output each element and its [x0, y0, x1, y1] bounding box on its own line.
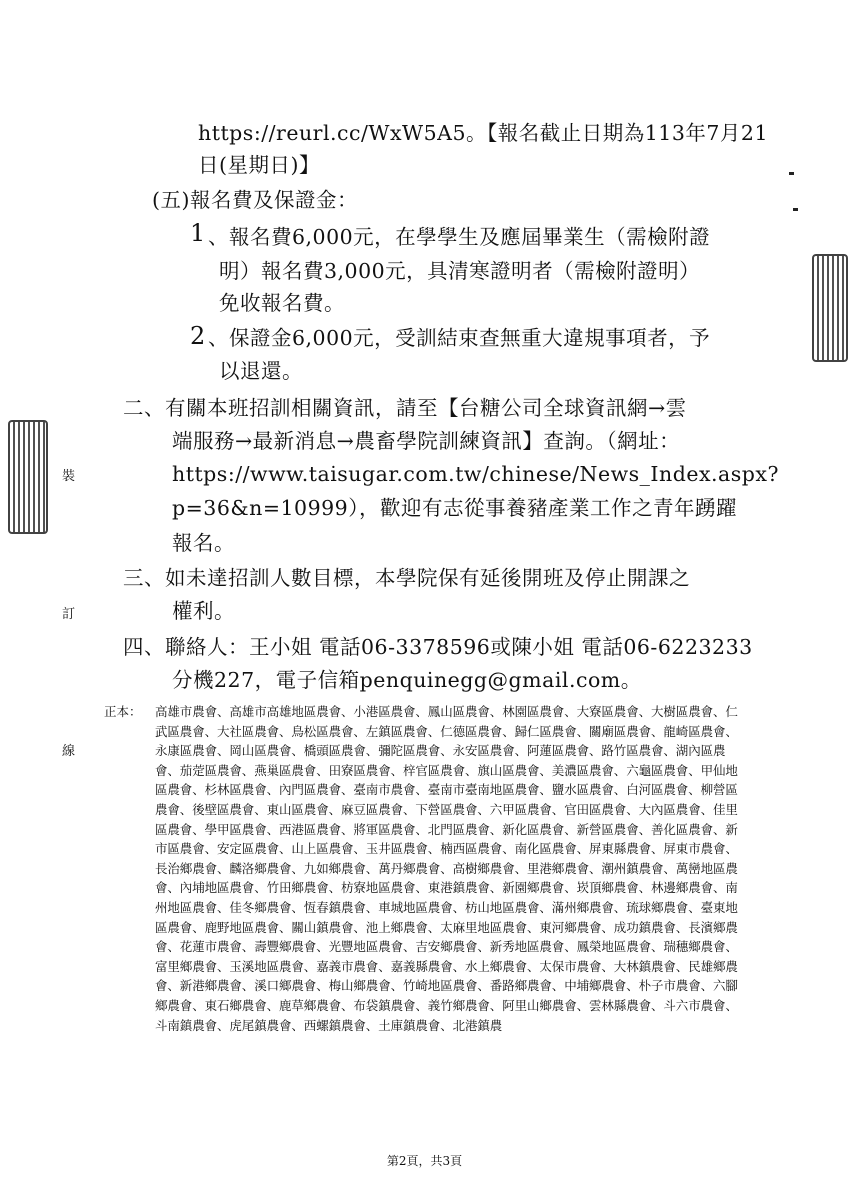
- seal-stamp-left: [8, 420, 48, 534]
- body-line-8: 以退還。: [219, 359, 303, 383]
- body-line-7: 、保證金6,000元，受訓結束查無重大違規事項者，予: [208, 326, 711, 350]
- body-line-9: 二、有關本班招訓相關資訊，請至【台糖公司全球資訊網→雲: [123, 396, 687, 420]
- body-line-1: https://reurl.cc/WxW5A5。【報名截止日期為113年7月21: [198, 121, 769, 145]
- item-number-1: 1: [190, 219, 206, 247]
- recipients-label: 正本：: [104, 704, 142, 719]
- body-line-2: 日(星期日)】: [198, 153, 320, 177]
- margin-mark-line: 線: [62, 744, 76, 759]
- body-line-10: 端服務→最新消息→農畜學院訓練資訊】查詢。（網址：: [172, 429, 681, 453]
- scan-mark: [789, 172, 794, 175]
- margin-mark-order: 訂: [62, 607, 76, 622]
- seal-stamp-right: [812, 254, 848, 362]
- body-line-12: p=36&n=10999），歡迎有志從事養豬產業工作之青年踴躍: [172, 496, 737, 520]
- contact-email-line: 分機227，電子信箱penquinegg@gmail.com。: [172, 668, 642, 692]
- body-line-13: 報名。: [172, 531, 235, 555]
- item-number-2: 2: [190, 322, 206, 350]
- body-line-15: 權利。: [172, 599, 235, 623]
- scan-mark: [793, 208, 798, 211]
- contact-line: 四、聯絡人：王小姐 電話06-3378596或陳小姐 電話06-6223233: [123, 635, 753, 659]
- section-heading-fees: (五)報名費及保證金：: [152, 188, 358, 212]
- body-line-14: 三、如未達招訓人數目標，本學院保有延後開班及停止開課之: [123, 566, 690, 590]
- body-line-11: https://www.taisugar.com.tw/chinese/News_Index.aspx?: [172, 462, 779, 486]
- body-line-5: 明）報名費3,000元，具清寒證明者（需檢附證明）: [219, 259, 701, 283]
- body-line-4: 、報名費6,000元，在學學生及應屆畢業生（需檢附證: [208, 225, 711, 249]
- recipients-list: 高雄市農會、高雄市高雄地區農會、小港區農會、鳳山區農會、林園區農會、大寮區農會、大樹區農會、仁武區農會、大社區農會、鳥松區農會、左鎮區農會、仁德區農會、歸仁區農會、關廟區農會、龍崎區農會、永康區農會、岡山區農會、橋頭區農會、彌陀區農會、永安區農會、阿蓮區農會、路竹區農會、湖內區農會、茄萣區農會、燕巢區農會、田寮區農會、梓官區農會、旗山區農會、美濃區農會、六龜區農會、甲仙地區農會、杉林區農會、內門區農會、臺南市農會、臺南市臺南地區農會、鹽水區農會、白河區農會、柳營區農會、後壁區農會、東山區農會、麻豆區農會、下營區農會、六甲區農會、官田區農會、大內區農會、佳里區農會、學甲區農會、西港區農會、將軍區農會、北門區農會、新化區農會、新營區農會、善化區農會、新市區農會、安定區農會、山上區農會、玉井區農會、楠西區農會、南化區農會、屏東縣農會、屏東市農會、長治鄉農會、麟洛鄉農會、九如鄉農會、萬丹鄉農會、高樹鄉農會、里港鄉農會、潮州鎮農會、萬巒地區農會、內埔地區農會、竹田鄉農會、枋寮地區農會、東港鎮農會、新園鄉農會、崁頂鄉農會、林邊鄉農會、南州地區農會、佳冬鄉農會、恆春鎮農會、車城地區農會、枋山地區農會、滿州鄉農會、琉球鄉農會、臺東地區農會、鹿野地區農會、關山鎮農會、池上鄉農會、太麻里地區農會、東河鄉農會、成功鎮農會、長濱鄉農會、花蓮市農會、壽豐鄉農會、光豐地區農會、吉安鄉農會、新秀地區農會、鳳榮地區農會、瑞穗鄉農會、富里鄉農會、玉溪地區農會、嘉義市農會、嘉義縣農會、水上鄉農會、太保市農會、大林鎮農會、民雄鄉農會、新港鄉農會、溪口鄉農會、梅山鄉農會、竹崎地區農會、番路鄉農會、中埔鄉農會、朴子市農會、六腳鄉農會、東石鄉農會、鹿草鄉農會、布袋鎮農會、義竹鄉農會、阿里山鄉農會、雲林縣農會、斗六市農會、斗南鎮農會、虎尾鎮農會、西螺鎮農會、土庫鎮農會、北港鎮農: [155, 704, 738, 1033]
- body-line-6: 免收報名費。: [219, 291, 345, 315]
- page-number: 第2頁，共3頁: [386, 1154, 463, 1168]
- margin-mark-bind: 裝: [62, 469, 76, 484]
